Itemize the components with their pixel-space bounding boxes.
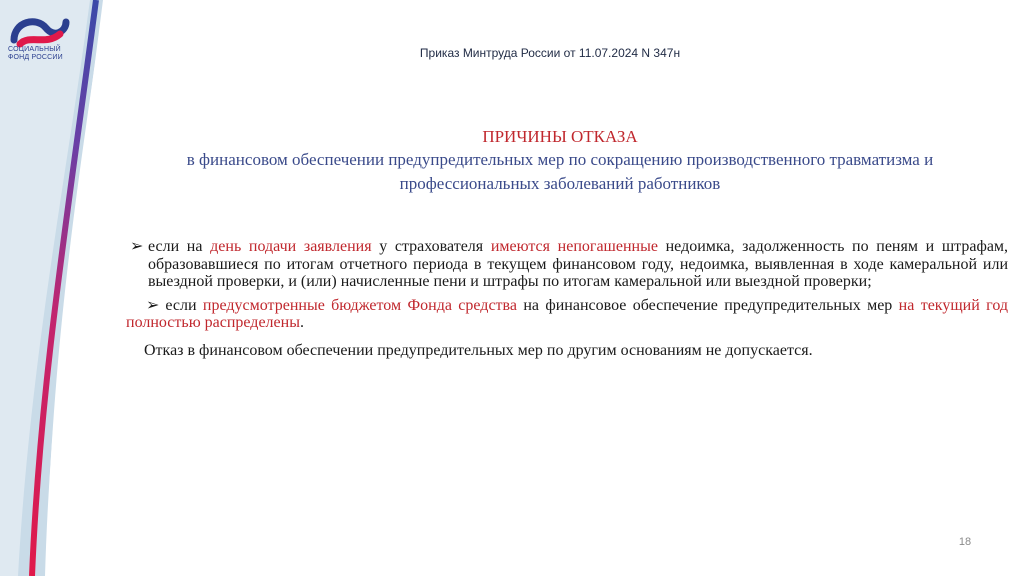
slide-subtitle-line1: в финансовом обеспечении предупредительных мер по сокращению производственного травматизма и (186, 150, 934, 169)
reasons-list (120, 238, 1008, 359)
logo-caption-line2: ФОНД РОССИИ (8, 54, 63, 61)
reason-text: если на (148, 238, 211, 255)
page-number: 18 (958, 536, 972, 548)
slide-title: ПРИЧИНЫ ОТКАЗА (482, 127, 638, 146)
reason-text: у страхователя (371, 238, 491, 255)
reason-item-2 (120, 297, 1008, 332)
arrow-bullet-icon: ➢ (146, 296, 160, 314)
closing-statement: Отказ в финансовом обеспечении предупредительных мер по другим основаниям не допускается. (144, 341, 813, 359)
slide-subtitle-line2: профессиональных заболеваний работников (399, 174, 721, 193)
reason-text: . (299, 314, 304, 331)
document-reference: Приказ Минтруда России от 11.07.2024 N 347н (419, 46, 681, 60)
reason-highlight: имеются непогашенные (490, 238, 658, 255)
reason-highlight: день подачи заявления (210, 238, 372, 255)
slide-title-block (110, 126, 1010, 196)
arrow-bullet-icon: ➢ (130, 238, 144, 255)
reason-text: на финансовое обеспечение предупредительных мер (516, 296, 899, 314)
decorative-side-band (0, 0, 110, 576)
reason-text: если (165, 296, 203, 314)
logo-caption-line1: СОЦИАЛЬНЫЙ (8, 46, 61, 53)
reason-highlight: на текущий год полностью распределены (126, 296, 1008, 331)
reason-highlight: предусмотренные бюджетом Фонда средства (202, 296, 517, 314)
reason-item-1 (120, 238, 1008, 291)
logo-caption (8, 46, 78, 62)
reason-text: недоимка, задолженность по пеням и штрафам, образовавшиеся по итогам отчетного периода в текущем финансовом году, недоимка, выявленная в ходе камеральной или выездной проверки, и (или) начисленные пени и штрафы по итогам камеральной или выездной проверки; (148, 238, 1009, 290)
